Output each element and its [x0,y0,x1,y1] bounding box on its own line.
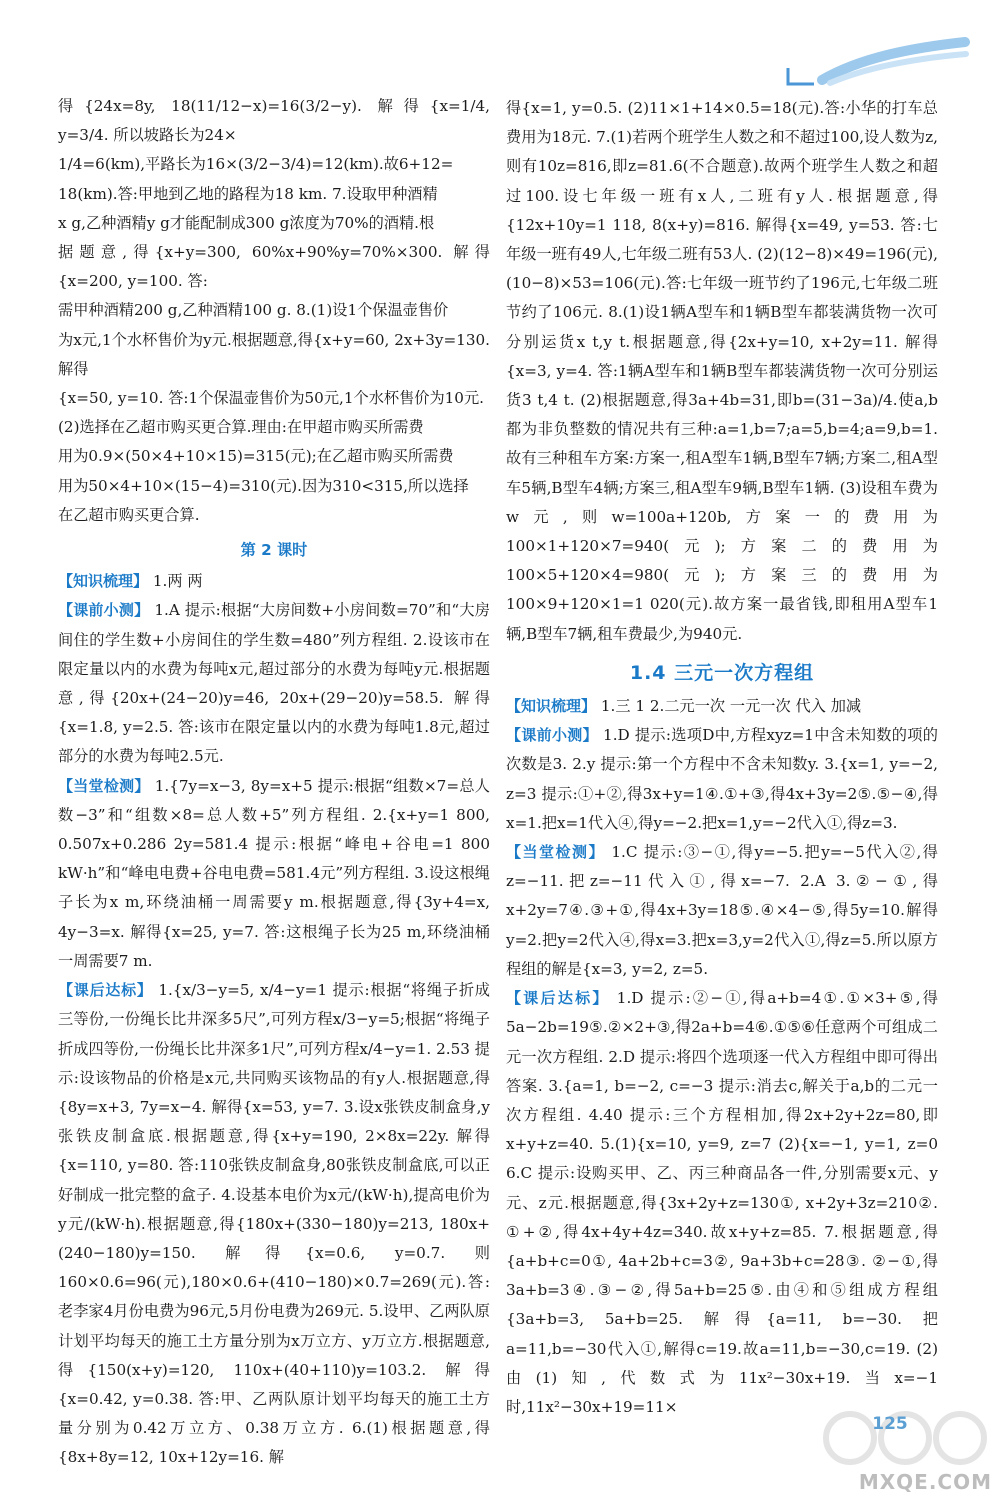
section-after-class [506,984,938,1422]
paragraph-text: 1.{x/3−y=5, x/4−y=1 提示:根据“将绳子折成三等份,一份绳长比井深多5尺”,可列方程x/3−y=5;根据“将绳子折成四等份,一份绳长比井深多1尺”,可列方程x/4−y=1. 2.53 提示:设该物品的价格是x元,共同购买该物品的有y人.根据题意,得{8y=x+3, 7y=x−4. 解得{x=53, y=7. 3.设x张铁皮制盒身,y张铁皮制盒底.根据题意,得{x+y=190, 2×8x=22y. 解得{x=110, y=80. 答:110张铁皮制盒身,80张铁皮制盒底,可以正好制成一批完整的盒子. 4.设基本电价为x元/(kW·h),提高电价为y元/(kW·h).根据题意,得{180x+(330−180)y=213, 180x+(240−180)y=150. 解得{x=0.6, y=0.7. 则160×0.6=96(元),180×0.6+(410−180)×0.7=269(元).答:老李家4月份电费为96元,5月份电费为269元. 5.设甲、乙两队原计划平均每天的施工土方量分别为x万立方、y万立方.根据题意,得{150(x+y)=120, 110x+(40+110)y=103.2. 解得{x=0.42, y=0.38. 答:甲、乙两队原计划平均每天的施工土方量分别为0.42万立方、0.38万立方. 6.(1)根据题意,得{8x+8y=12, 10x+12y=16. 解 [58,981,490,1467]
left-line: 为x元,1个水杯售价为y元.根据题意,得{x+y=60, 2x+3y=130. 解得 [58,330,490,378]
lesson-2-after-class [58,976,490,1472]
left-line: {x=50, y=10. 答:1个保温壶售价为50元,1个水杯售价为10元. [58,389,484,408]
paragraph-text: 1.{7y=x−3, 8y=x+5 提示:根据“组数×7=总人数−3”和“组数×8=总人数+5”列方程组. 2.{x+y=1 800, 0.507x+0.286 2y=581.4 提示:根据“峰电+谷电=1 800 kW·h”和“峰电电费+谷电电费=581.4元”列方程组. 3.设这根绳子长为x m,环绕油桶一周需要y m.根据题意,得{3y+4=x, 4y−3=x. 解得{x=25, y=7. 答:这根绳子长为25 m,环绕油桶一周需要7 m. [58,776,490,970]
section-tag: 【知识梳理】 [58,572,149,591]
left-line: 1/4=6(km),平路长为16×(3/2−3/4)=12(km).故6+12= [58,155,454,174]
lesson-2-knowledge [58,567,490,596]
section-inclass [506,838,938,984]
section-tag: 【当堂检测】 [506,843,606,862]
section-tag: 【课后达标】 [58,981,153,1000]
paragraph-text: 1.A 提示:根据“大房间数+小房间数=70”和“大房间住的学生数+小房间住的学生数=480”列方程组. 2.设该市在限定量以内的水费为每吨x元,超过部分的水费为每吨y元.根据题意,得{20x+(24−20)y=46, 20x+(29−20)y=58.5. 解得{x=1.8, y=2.5. 答:该市在限定量以内的水费为每吨1.8元,超过部分的水费为每吨2.5元. [58,601,490,766]
paragraph-text: 1.两 两 [148,572,203,591]
lesson-2-pretest [58,596,490,771]
left-line: 用为50×4+10×(15−4)=310(元).因为310<315,所以选择 [58,476,469,495]
left-column [58,92,490,1473]
lesson-2-title: 第 2 课时 [240,541,308,560]
left-line: 需甲种酒精200 g,乙种酒精100 g. 8.(1)设1个保温壶售价 [58,301,449,320]
left-line: 据题意,得{x+y=300, 60%x+90%y=70%×300. 解得{x=200, y=100. 答: [58,243,490,291]
left-line: x g,乙种酒精y g才能配制成300 g浓度为70%的酒精.根 [58,213,435,232]
section-knowledge [506,692,938,721]
section-tag: 【课后达标】 [506,989,610,1008]
left-line: 得{24x=8y, 18(11/12−x)=16(3/2−y). 解得{x=1/4, y=3/4. 所以坡路长为24× [58,97,490,145]
section-tag: 【课前小测】 [506,726,598,745]
section-pretest [506,721,938,838]
left-line: 用为0.9×(50×4+10×15)=315(元);在乙超市购买所需费 [58,447,454,466]
section-tag: 【课前小测】 [58,601,150,620]
left-line: 18(km).答:甲地到乙地的路程为18 km. 7.设取甲种酒精 [58,184,438,203]
paragraph-text: 1.C 提示:③−①,得y=−5.把y=−5代入②,得z=−11.把z=−11代入①,得x=−7. 2.A 3.②−①,得x+2y=7④.③+①,得4x+3y=18⑤.④×4−⑤,得5y=10.解得y=2.把y=2代入④,得x=3.把x=3,y=2代入①,得z=5.所以原方程组的解是{x=3, y=2, z=5. [506,843,938,978]
section-tag: 【当堂检测】 [58,776,150,795]
lesson-2-inclass [58,772,490,976]
right-continued-text: 得{x=1, y=0.5. (2)11×1+14×0.5=18(元).答:小华的打车总费用为18元. 7.(1)若两个班学生人数之和不超过100,设人数为z,则有10z=816,即z=81.6(不合题意).故两个班学生人数之和超过100.设七年级一班有x人,二班有y人.根据题意,得{12x+10y=1 118, 8(x+y)=816. 解得{x=49, y=53. 答:七年级一班有49人,七年级二班有53人. (2)(12−8)×49=196(元),(10−8)×53=106(元).答:七年级一班节约了196元,七年级二班节约了106元. 8.(1)设1辆A型车和1辆B型车都装满货物一次可分别运货x t,y t.根据题意,得{2x+y=10, x+2y=11. 解得{x=3, y=4. 答:1辆A型车和1辆B型车都装满货物一次可分别运货3 t,4 t. (2)根据题意,得3a+4b=31,即b=(31−3a)/4.使a,b都为非负整数的情况共有三种:a=1,b=7;a=5,b=4;a=9,b=1.故有三种租车方案:方案一,租A型车1辆,B型车7辆;方案二,租A型车5辆,B型车4辆;方案三,租A型车9辆,B型车1辆. (3)设租车费为w元,则w=100a+120b,方案一的费用为100×1+120×7=940(元);方案二的费用为100×5+120×4=980(元);方案三的费用为100×9+120×1=1 020(元).故方案一最省钱,即租用A型车1辆,B型车7辆,租车费最少,为940元. [506,99,938,643]
paragraph-text: 1.D 提示:②−①,得a+b=4①.①×3+⑤,得5a−2b=19⑤.②×2+③,得2a+b=4⑥.①⑤⑥任意两个可组成二元一次方程组. 2.D 提示:将四个选项逐一代入方程组中即可得出答案. 3.{a=1, b=−2, c=−3 提示:消去c,解关于a,b的二元一次方程组. 4.40 提示:三个方程相加,得2x+2y+2z=80,即x+y+z=40. 5.(1){x=10, y=9, z=7 (2){x=−1, y=1, z=0 6.C 提示:设购买甲、乙、丙三种商品各一件,分别需要x元、y元、z元.根据题意,得{3x+2y+z=130①, x+2y+3z=210②. ①+②,得4x+4y+4z=340.故x+y+z=85. 7.根据题意,得{a+b+c=0①, 4a+2b+c=3②, 9a+3b+c=28③. ②−①,得3a+b=3④.③−②,得5a+b=25⑤.由④和⑤组成方程组{3a+b=3, 5a+b=25. 解得{a=11, b=−30. 把a=11,b=−30代入①,解得c=19.故a=11,b=−30,c=19. (2)由(1)知,代数式为11x²−30x+19.当x=−1时,11x²−30x+19=11× [506,989,938,1416]
paragraph-text: 1.三 1 2.二元一次 一元一次 代入 加减 [596,697,862,716]
section-1-4-title: 1.4 三元一次方程组 [629,661,815,684]
page-number: 125 [872,1414,908,1434]
left-line: 在乙超市购买更合算. [58,505,200,524]
left-line: (2)选择在乙超市购买更合算.理由:在甲超市购买所需费 [58,418,424,437]
header-decoration [780,28,970,98]
paragraph-text: 1.D 提示:选项D中,方程xyz=1中含未知数的项的次数是3. 2.y 提示:第一个方程中不含未知数y. 3.{x=1, y=−2, z=3 提示:①+②,得3x+y=1④.①+③,得4x+3y=2⑤.⑤−④,得x=1.把x=1代入④,得y=−2.把x=1,y=−2代入①,得z=3. [506,726,938,832]
section-tag: 【知识梳理】 [506,697,597,716]
watermark-site-text: MXQE.COM [858,1470,992,1494]
right-column [506,94,938,1422]
